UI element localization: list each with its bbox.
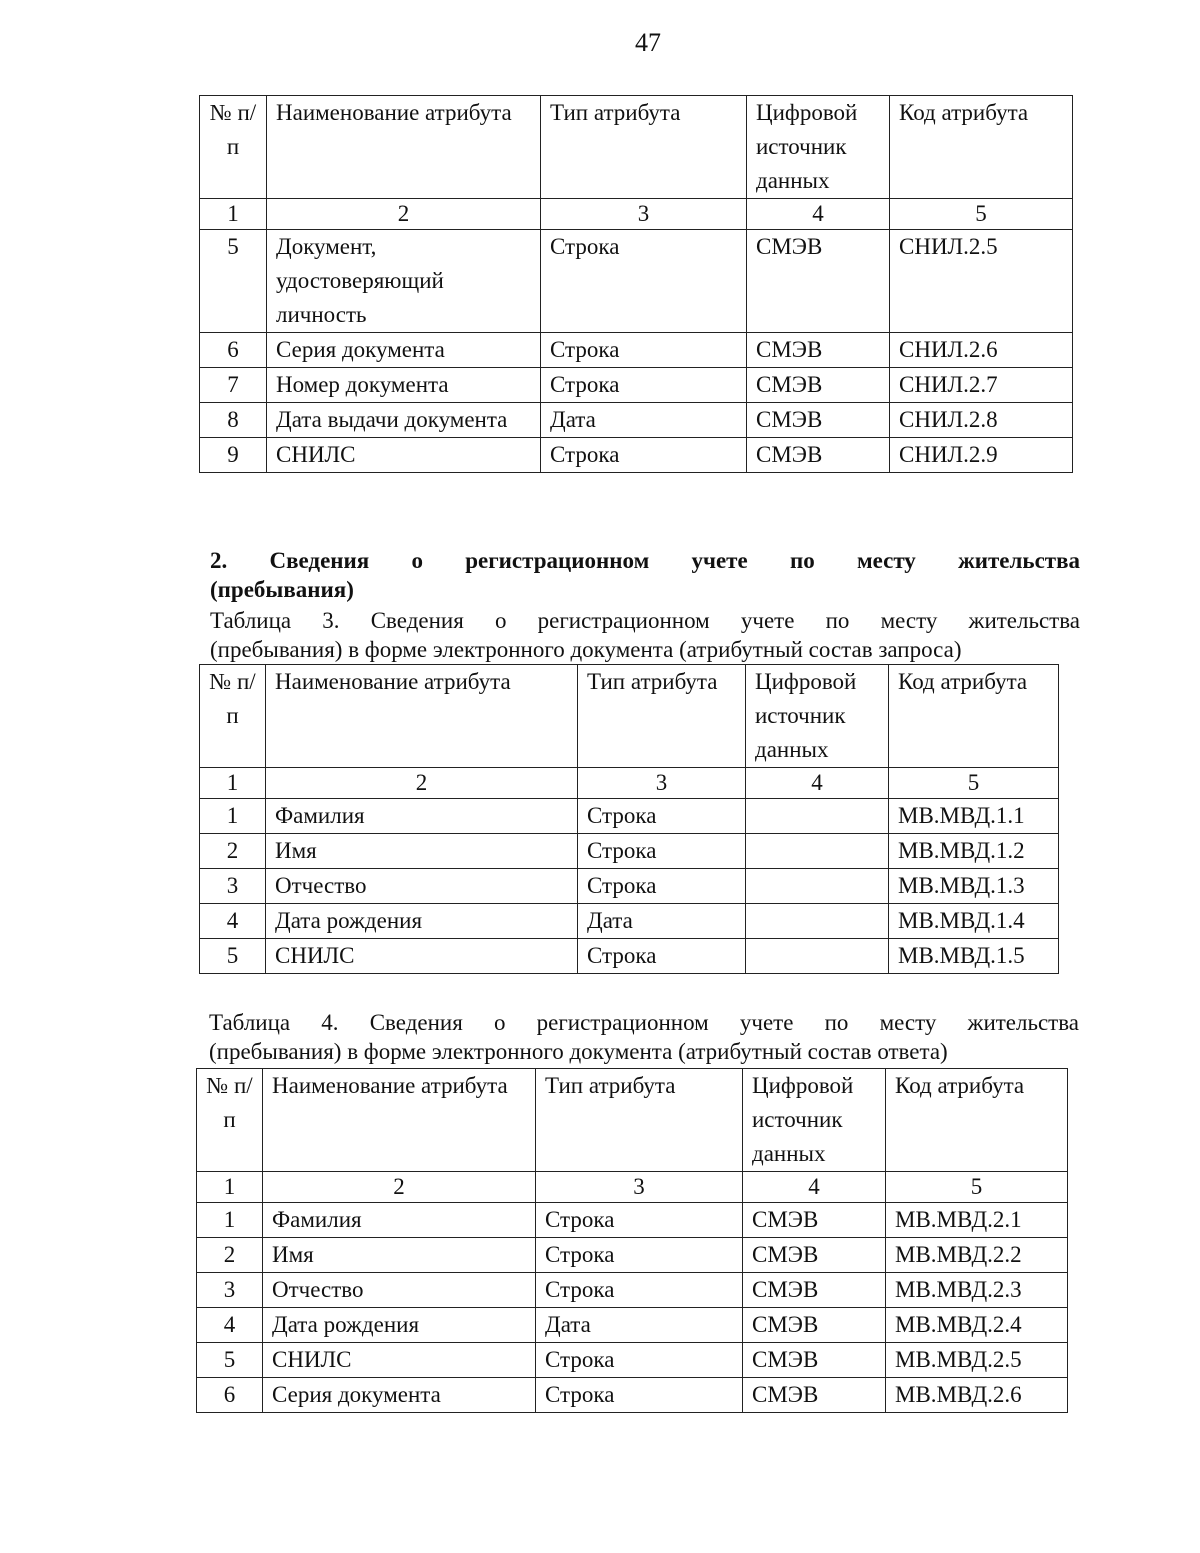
attribute-code: СНИЛ.2.6 (890, 333, 1073, 368)
attribute-code: СНИЛ.2.9 (890, 438, 1073, 473)
word: Сведения (269, 548, 370, 573)
attribute-code: СНИЛ.2.8 (890, 403, 1073, 438)
row-number: 5 (200, 230, 267, 333)
table-body (200, 96, 1073, 473)
row-number: 5 (197, 1343, 263, 1378)
table-row (200, 333, 1073, 368)
page-number: 47 (635, 28, 661, 57)
header-type: Тип атрибута (536, 1069, 743, 1172)
word: учете (691, 548, 748, 573)
row-number: 4 (197, 1308, 263, 1343)
attribute-type: Строка (536, 1273, 743, 1308)
attribute-code: МВ.МВД.1.2 (889, 834, 1059, 869)
data-source (746, 834, 889, 869)
col-number: 3 (541, 199, 747, 230)
word: Таблица (209, 1010, 291, 1035)
word: 2. (210, 548, 228, 573)
data-source: СМЭВ (747, 230, 890, 333)
header-code: Код атрибута (890, 96, 1073, 199)
attribute-type: Строка (541, 230, 747, 333)
table-row (200, 230, 1073, 333)
table-body (200, 665, 1059, 974)
header-name: Наименование атрибута (266, 665, 578, 768)
attribute-type: Строка (536, 1378, 743, 1413)
attribute-name: Дата рождения (266, 904, 578, 939)
attribute-name: Фамилия (266, 799, 578, 834)
col-number: 3 (578, 768, 746, 799)
data-source (746, 904, 889, 939)
attribute-name: Дата выдачи документа (267, 403, 541, 438)
attribute-name: Фамилия (263, 1203, 536, 1238)
col-number: 4 (743, 1172, 886, 1203)
table-3-caption (210, 606, 1080, 664)
attribute-code: МВ.МВД.1.4 (889, 904, 1059, 939)
row-number: 3 (200, 869, 266, 904)
attributes-table-continued (199, 95, 1073, 473)
col-number: 5 (889, 768, 1059, 799)
table-row (200, 869, 1059, 904)
word: Таблица (210, 608, 292, 633)
col-number: 1 (197, 1172, 263, 1203)
col-number: 2 (267, 199, 541, 230)
col-number: 4 (747, 199, 890, 230)
caption-line-1 (210, 606, 1080, 635)
row-number: 2 (197, 1238, 263, 1273)
attribute-code: МВ.МВД.2.2 (886, 1238, 1068, 1273)
column-numbers-row (200, 768, 1059, 799)
header-num: № п/п (197, 1069, 263, 1172)
col-number: 2 (266, 768, 578, 799)
heading-line-1 (210, 546, 1080, 575)
table-row (197, 1343, 1068, 1378)
word: Сведения (369, 1010, 463, 1035)
table-row (200, 438, 1073, 473)
table-row (200, 939, 1059, 974)
row-number: 9 (200, 438, 267, 473)
word: 3. (322, 608, 340, 633)
attribute-type: Строка (578, 939, 746, 974)
header-num: № п/п (200, 96, 267, 199)
attribute-code: МВ.МВД.1.1 (889, 799, 1059, 834)
attribute-code: СНИЛ.2.5 (890, 230, 1073, 333)
col-number: 1 (200, 768, 266, 799)
word: месту (879, 1010, 937, 1035)
row-number: 4 (200, 904, 266, 939)
word: о (411, 548, 423, 573)
word: регистрационном (537, 608, 710, 633)
attribute-type: Дата (536, 1308, 743, 1343)
attribute-name: Имя (266, 834, 578, 869)
col-number: 4 (746, 768, 889, 799)
data-source: СМЭВ (743, 1343, 886, 1378)
header-name: Наименование атрибута (267, 96, 541, 199)
table-row (197, 1273, 1068, 1308)
table-body (197, 1069, 1068, 1413)
header-type: Тип атрибута (541, 96, 747, 199)
word: учете (739, 1010, 794, 1035)
row-number: 1 (197, 1203, 263, 1238)
section-heading (210, 546, 1080, 604)
header-row (200, 96, 1073, 199)
table-row (200, 904, 1059, 939)
attribute-name: СНИЛС (266, 939, 578, 974)
caption-line-1 (209, 1008, 1079, 1037)
attribute-name: СНИЛС (267, 438, 541, 473)
table-3 (199, 664, 1059, 974)
word: жительства (958, 548, 1080, 573)
attribute-name: Серия документа (263, 1378, 536, 1413)
data-source: СМЭВ (743, 1238, 886, 1273)
attribute-name: Номер документа (267, 368, 541, 403)
col-number: 1 (200, 199, 267, 230)
table-row (200, 834, 1059, 869)
table-row (197, 1203, 1068, 1238)
word: регистрационном (465, 548, 650, 573)
attribute-name: Документ, удостоверяющий личность (267, 230, 541, 333)
word: по (789, 548, 815, 573)
data-source: СМЭВ (747, 403, 890, 438)
data-source (746, 799, 889, 834)
attribute-name: Серия документа (267, 333, 541, 368)
word: месту (856, 548, 916, 573)
attribute-code: МВ.МВД.2.3 (886, 1273, 1068, 1308)
attribute-type: Дата (578, 904, 746, 939)
word: по (824, 1010, 849, 1035)
header-row (197, 1069, 1068, 1172)
attribute-code: МВ.МВД.1.3 (889, 869, 1059, 904)
word: о (493, 1010, 506, 1035)
data-source (746, 869, 889, 904)
col-number: 2 (263, 1172, 536, 1203)
header-row (200, 665, 1059, 768)
attribute-type: Строка (578, 799, 746, 834)
data-source: СМЭВ (743, 1308, 886, 1343)
row-number: 2 (200, 834, 266, 869)
table-row (200, 799, 1059, 834)
data-source (746, 939, 889, 974)
col-number: 3 (536, 1172, 743, 1203)
row-number: 3 (197, 1273, 263, 1308)
header-code: Код атрибута (886, 1069, 1068, 1172)
table-row (200, 368, 1073, 403)
header-num: № п/п (200, 665, 266, 768)
header-code: Код атрибута (889, 665, 1059, 768)
table-row (197, 1308, 1068, 1343)
table-row (200, 403, 1073, 438)
row-number: 6 (197, 1378, 263, 1413)
attribute-type: Строка (578, 834, 746, 869)
attribute-name: Имя (263, 1238, 536, 1273)
row-number: 1 (200, 799, 266, 834)
attribute-name: СНИЛС (263, 1343, 536, 1378)
table-row (197, 1378, 1068, 1413)
word: учете (740, 608, 795, 633)
data-source: СМЭВ (743, 1203, 886, 1238)
header-source: Цифровой источник данных (747, 96, 890, 199)
row-number: 6 (200, 333, 267, 368)
attribute-code: СНИЛ.2.7 (890, 368, 1073, 403)
attribute-code: МВ.МВД.2.1 (886, 1203, 1068, 1238)
table-4-caption (209, 1008, 1079, 1066)
attribute-name: Отчество (263, 1273, 536, 1308)
row-number: 5 (200, 939, 266, 974)
word: регистрационном (536, 1010, 709, 1035)
attribute-code: МВ.МВД.2.6 (886, 1378, 1068, 1413)
col-number: 5 (890, 199, 1073, 230)
word: жительства (968, 608, 1080, 633)
attribute-code: МВ.МВД.2.4 (886, 1308, 1068, 1343)
data-source: СМЭВ (747, 438, 890, 473)
row-number: 8 (200, 403, 267, 438)
attribute-type: Строка (578, 869, 746, 904)
attribute-type: Дата (541, 403, 747, 438)
attribute-code: МВ.МВД.2.5 (886, 1343, 1068, 1378)
header-name: Наименование атрибута (263, 1069, 536, 1172)
data-source: СМЭВ (747, 368, 890, 403)
attribute-name: Дата рождения (263, 1308, 536, 1343)
attribute-type: Строка (541, 368, 747, 403)
word: месту (880, 608, 938, 633)
attribute-type: Строка (536, 1343, 743, 1378)
attribute-code: МВ.МВД.1.5 (889, 939, 1059, 974)
column-numbers-row (200, 199, 1073, 230)
attribute-type: Строка (536, 1238, 743, 1273)
data-source: СМЭВ (743, 1378, 886, 1413)
word: по (825, 608, 850, 633)
heading-line-2: (пребывания) (210, 577, 354, 602)
word: жительства (967, 1010, 1079, 1035)
data-source: СМЭВ (743, 1273, 886, 1308)
col-number: 5 (886, 1172, 1068, 1203)
caption-line-2: (пребывания) в форме электронного документа (атрибутный состав ответа) (209, 1039, 948, 1064)
table-row (197, 1238, 1068, 1273)
row-number: 7 (200, 368, 267, 403)
attribute-type: Строка (541, 438, 747, 473)
attribute-type: Строка (536, 1203, 743, 1238)
table-4 (196, 1068, 1068, 1413)
column-numbers-row (197, 1172, 1068, 1203)
word: о (494, 608, 507, 633)
word: 4. (321, 1010, 339, 1035)
word: Сведения (370, 608, 464, 633)
attribute-type: Строка (541, 333, 747, 368)
caption-line-2: (пребывания) в форме электронного документа (атрибутный состав запроса) (210, 637, 962, 662)
attribute-name: Отчество (266, 869, 578, 904)
header-source: Цифровой источник данных (746, 665, 889, 768)
header-type: Тип атрибута (578, 665, 746, 768)
header-source: Цифровой источник данных (743, 1069, 886, 1172)
data-source: СМЭВ (747, 333, 890, 368)
